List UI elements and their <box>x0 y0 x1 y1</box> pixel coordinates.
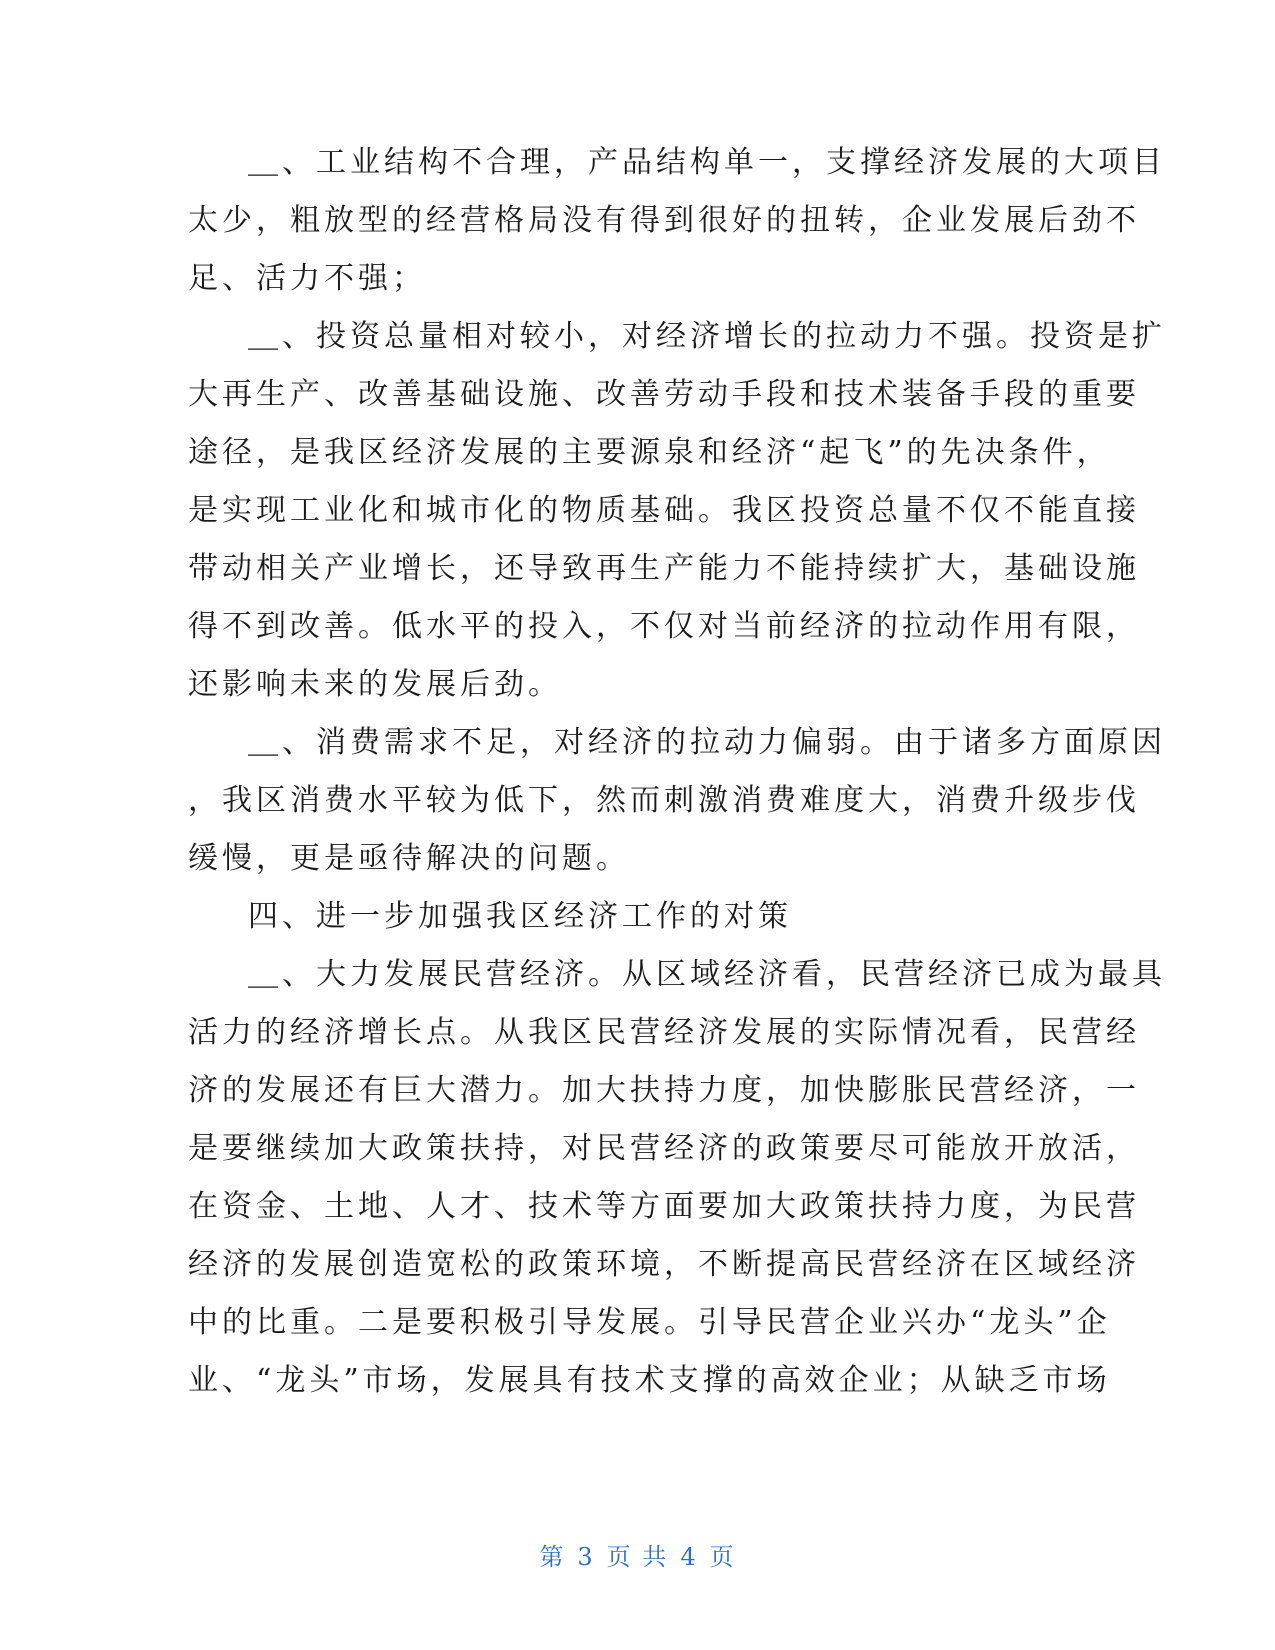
footer-middle: 页 共 <box>606 1543 669 1571</box>
text-line: 是实现工业化和城市化的物质基础。我区投资总量不仅不能直接 <box>188 493 1140 528</box>
footer-prefix: 第 <box>539 1543 566 1571</box>
text-line: 业、“龙头”市场，发展具有技术支撑的高效企业；从缺乏市场 <box>188 1363 1111 1398</box>
text-line: 济的发展还有巨大潜力。加大扶持力度，加快膨胀民营经济，一 <box>188 1073 1140 1108</box>
text-line: 途径，是我区经济发展的主要源泉和经济“起飞”的先决条件， <box>188 435 1111 470</box>
text-line: ＿、大力发展民营经济。从区域经济看，民营经济已成为最具 <box>248 957 1166 992</box>
current-page-number: 3 <box>577 1543 595 1571</box>
text-line: 在资金、土地、人才、技术等方面要加大政策扶持力度，为民营 <box>188 1189 1140 1224</box>
total-pages-number: 4 <box>680 1543 698 1571</box>
text-line: 经济的发展创造宽松的政策环境，不断提高民营经济在区域经济 <box>188 1247 1140 1282</box>
text-line: ＿、投资总量相对较小，对经济增长的拉动力不强。投资是扩 <box>248 319 1166 354</box>
text-line: ＿、工业结构不合理，产品结构单一，支撑经济发展的大项目 <box>248 145 1166 180</box>
text-line: 太少，粗放型的经营格局没有得到很好的扭转，企业发展后劲不 <box>188 203 1140 238</box>
text-line: 还影响未来的发展后劲。 <box>188 667 562 702</box>
page-footer <box>0 1542 1275 1572</box>
section-heading: 四、进一步加强我区经济工作的对策 <box>248 899 792 934</box>
text-line: 中的比重。二是要积极引导发展。引导民营企业兴办“龙头”企 <box>188 1305 1111 1340</box>
text-line: 缓慢，更是亟待解决的问题。 <box>188 841 630 876</box>
text-line: ＿、消费需求不足，对经济的拉动力偏弱。由于诸多方面原因 <box>248 725 1166 760</box>
text-line: 活力的经济增长点。从我区民营经济发展的实际情况看，民营经 <box>188 1015 1140 1050</box>
footer-suffix: 页 <box>709 1543 736 1571</box>
text-line: 是要继续加大政策扶持，对民营经济的政策要尽可能放开放活， <box>188 1131 1140 1166</box>
text-line: 得不到改善。低水平的投入，不仅对当前经济的拉动作用有限， <box>188 609 1140 644</box>
text-line: 大再生产、改善基础设施、改善劳动手段和技术装备手段的重要 <box>188 377 1140 412</box>
text-line: 带动相关产业增长，还导致再生产能力不能持续扩大，基础设施 <box>188 551 1140 586</box>
text-line: 足、活力不强； <box>188 261 426 296</box>
text-line: ，我区消费水平较为低下，然而刺激消费难度大，消费升级步伐 <box>188 783 1140 818</box>
